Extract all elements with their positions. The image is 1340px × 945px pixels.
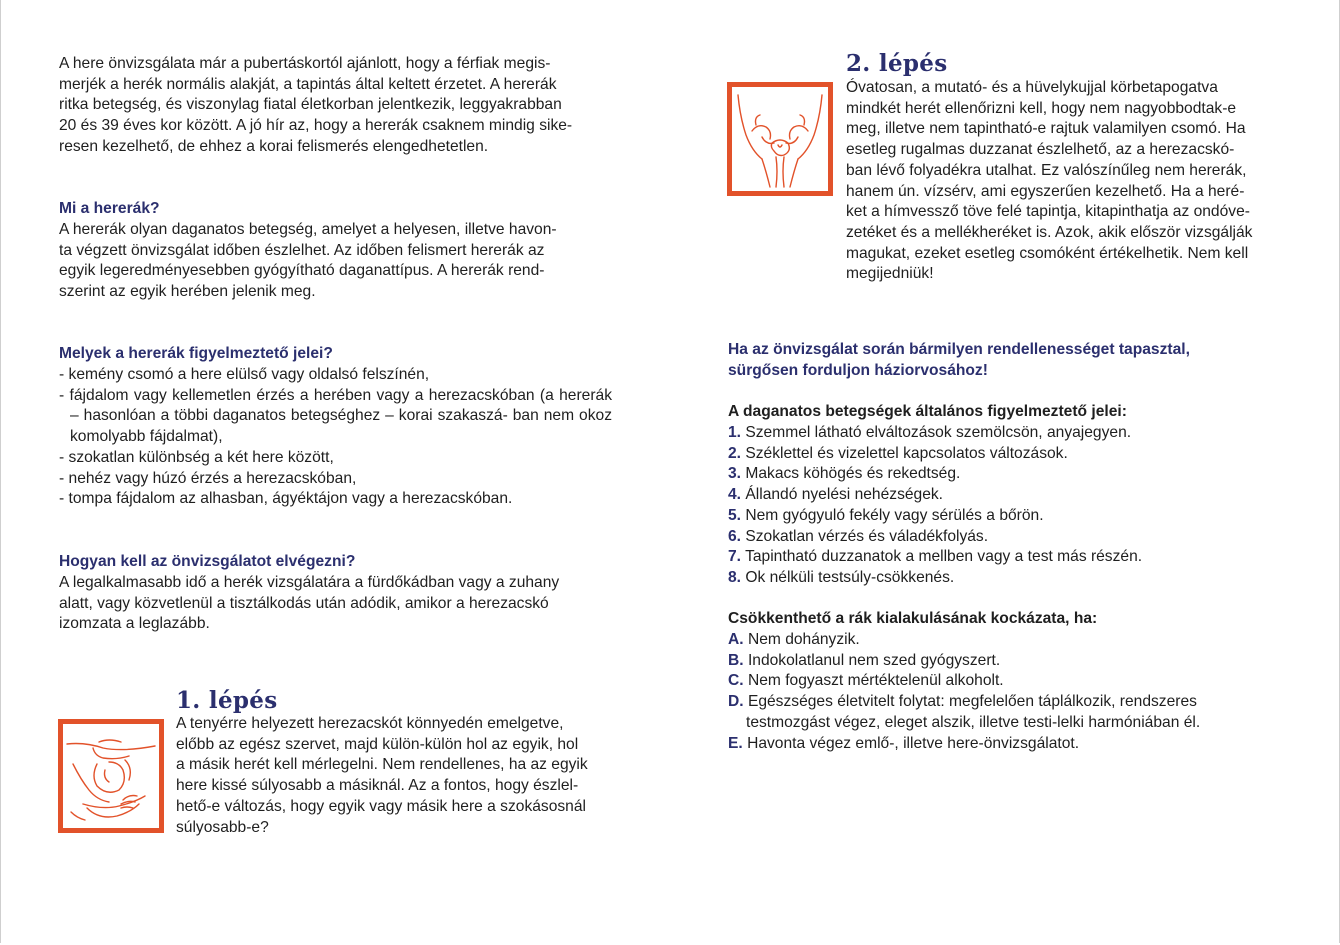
list-item [728, 630, 1274, 651]
how-to-heading: Hogyan kell az önvizsgálatot elvégezni? [59, 553, 356, 570]
list-text: Indokolatlanul nem szed gyógyszert. [747, 651, 1001, 669]
list-number: 6. [728, 527, 742, 545]
list-item: - fájdalom vagy kellemetlen érzés a herében vagy a herezacskóban (a hererák – hasonlóan a többi daganatos betegséghez – korai szakaszá- ban nem okoz komolyabb fájdalmat), [59, 386, 612, 446]
list-number: 7. [728, 548, 742, 566]
how-to-line: izomzata a leglazább. [59, 615, 210, 633]
list-letter: C. [728, 672, 744, 690]
list-text: Makacs köhögés és rekedtség. [745, 465, 961, 483]
step2-line: megijedniük! [846, 265, 934, 283]
list-number: 2. [728, 444, 742, 462]
list-number: 5. [728, 506, 742, 524]
step1-line: súlyosabb-e? [176, 818, 269, 836]
list-item [728, 464, 1274, 485]
intro-line: resen kezelhető, de ehhez a korai felismerés elengedhetetlen. [59, 137, 489, 155]
list-item [728, 568, 1274, 589]
list-letter: D. [728, 693, 744, 711]
fingers-palpating-icon [732, 87, 828, 191]
list-item [728, 444, 1274, 465]
list-number: 4. [728, 486, 742, 504]
step1-line: A tenyérre helyezett herezacskót könnyedén emelgetve, [176, 715, 564, 732]
list-text: Szemmel látható elváltozások szemölcsön, anyajegyen. [745, 424, 1132, 441]
step2-line: zetéket és a mellékheréket is. Azok, akik először vizsgálják [846, 223, 1253, 241]
warning-signs-heading: Melyek a hererák figyelmeztető jelei? [59, 345, 333, 362]
step2-line: esetleg rugalmas duzzanat észlelhető, az a herezacskó- [846, 141, 1235, 159]
list-text: Nem gyógyuló fekély vagy sérülés a bőrön. [745, 506, 1044, 524]
step2-paragraph [846, 78, 1274, 285]
list-text: Havonta végez emlő-, illetve here-önvizsgálatot. [747, 734, 1080, 752]
intro-line: A here önvizsgálata már a pubertáskortól ajánlott, hogy a férfiak megis- [59, 55, 551, 72]
list-number: 8. [728, 568, 742, 586]
step2-title: 2. lépés [846, 50, 948, 77]
list-text: Állandó nyelési nehézségek. [745, 486, 944, 504]
urgent-notice [728, 340, 1274, 381]
step1-illustration [58, 719, 164, 833]
intro-line: merjék a herék normális alakját, a tapintás által keltett érzetet. A hererák [59, 75, 557, 93]
list-item [728, 671, 1274, 692]
list-item [728, 423, 1274, 444]
step2-illustration [727, 82, 833, 196]
risk-reduction-heading: Csökkenthető a rák kialakulásának kockázata, ha: [728, 610, 1098, 627]
step2-line: mindkét herét ellenőrizni kell, hogy nem nagyobbodtak-e [846, 99, 1237, 117]
step2-line: ket a hímvessző töve felé tapintja, kitapinthatja az ondóve- [846, 203, 1250, 221]
step1-line: előbb az egész szervet, majd külön-külön hol az egyik, hol [176, 735, 579, 753]
step1-paragraph [176, 714, 612, 838]
list-letter: B. [728, 651, 744, 669]
urgent-line: Ha az önvizsgálat során bármilyen rendellenességet tapasztal, [728, 341, 1190, 358]
step1-line: a másik herét kell mérlegelni. Nem rendellenes, ha az egyik [176, 756, 588, 774]
list-item [728, 547, 1274, 568]
list-item [728, 734, 1274, 755]
list-item [728, 651, 1274, 672]
step2-line: Óvatosan, a mutató- és a hüvelykujjal körbetapogatva [846, 79, 1218, 96]
what-is-heading: Mi a hererák? [59, 200, 160, 217]
intro-line: ritka betegség, és viszonylag fiatal életkorban jelentkezik, leggyakrabban [59, 96, 562, 114]
how-to-line: alatt, vagy közvetlenül a tisztálkodás után adódik, amikor a herezacskó [59, 594, 549, 612]
hand-cupping-scrotum-icon [63, 724, 159, 828]
what-is-paragraph [59, 220, 612, 303]
list-item [728, 527, 1274, 548]
what-is-line: szerint az egyik herében jelenik meg. [59, 283, 316, 301]
what-is-line: A hererák olyan daganatos betegség, amelyet a helyesen, illetve havon- [59, 221, 557, 238]
list-item: - tompa fájdalom az alhasban, ágyéktájon vagy a herezacskóban. [59, 490, 513, 508]
list-text: Széklettel és vizelettel kapcsolatos változások. [745, 444, 1068, 462]
list-number: 3. [728, 465, 742, 483]
general-signs-heading: A daganatos betegségek általános figyelmeztető jelei: [728, 403, 1127, 420]
urgent-line: sürgősen forduljon háziorvosához! [728, 361, 988, 379]
list-item: - nehéz vagy húzó érzés a herezacskóban, [59, 469, 357, 487]
list-text: Nem dohányzik. [747, 631, 860, 648]
list-item [728, 485, 1274, 506]
step2-line: magukat, ezeket esetleg csomóként értékelhetik. Nem kell [846, 244, 1249, 262]
risk-reduction-list [728, 630, 1274, 754]
step1-title: 1. lépés [176, 687, 278, 714]
list-item: - kemény csomó a here elülső vagy oldalsó felszínén, [59, 366, 430, 383]
list-text: Ok nélküli testsúly-csökkenés. [745, 568, 955, 586]
how-to-paragraph [59, 573, 612, 635]
step1-line: here kissé súlyosabb a másiknál. Az a fontos, hogy észlel- [176, 777, 579, 795]
step2-line: ban lévő folyadékra utalhat. Ez valószínűleg nem hererák, [846, 161, 1247, 179]
list-letter: A. [728, 631, 744, 648]
list-item [728, 506, 1274, 527]
list-text: Szokatlan vérzés és váladékfolyás. [745, 527, 989, 545]
list-text: Nem fogyaszt mértéktelenül alkoholt. [747, 672, 1004, 690]
how-to-line: A legalkalmasabb idő a herék vizsgálatára a fürdőkádban vagy a zuhany [59, 574, 560, 591]
step2-line: meg, illetve nem tapintható-e rajtuk valamilyen csomó. Ha [846, 120, 1246, 138]
what-is-line: ta végzett önvizsgálat időben észlelhet. Az időben felismert hererák az [59, 241, 545, 259]
list-text: Egészséges életvitelt folytat: megfelelően táplálkozik, rendszeres testmozgást végez, eleget alszik, illetve testi-lelki harmóniában él. [746, 693, 1201, 731]
intro-paragraph [59, 54, 612, 158]
what-is-line: egyik legeredményesebben gyógyítható daganattípus. A hererák rend- [59, 262, 545, 280]
intro-line: 20 és 39 éves kor között. A jó hír az, hogy a hererák csaknem mindig sike- [59, 117, 573, 135]
list-item: - szokatlan különbség a két here között, [59, 448, 334, 466]
step1-line: hető-e változás, hogy egyik vagy másik here a szokásosnál [176, 797, 586, 815]
list-text: Tapintható duzzanatok a mellben vagy a test más részén. [745, 548, 1143, 566]
list-letter: E. [728, 734, 743, 752]
step2-line: hanem ún. vízsérv, ami egyszerűen kezelhető. Ha a heré- [846, 182, 1245, 200]
list-item [728, 692, 1274, 733]
warning-signs-list [59, 365, 612, 510]
list-number: 1. [728, 424, 742, 441]
general-signs-list [728, 423, 1274, 589]
